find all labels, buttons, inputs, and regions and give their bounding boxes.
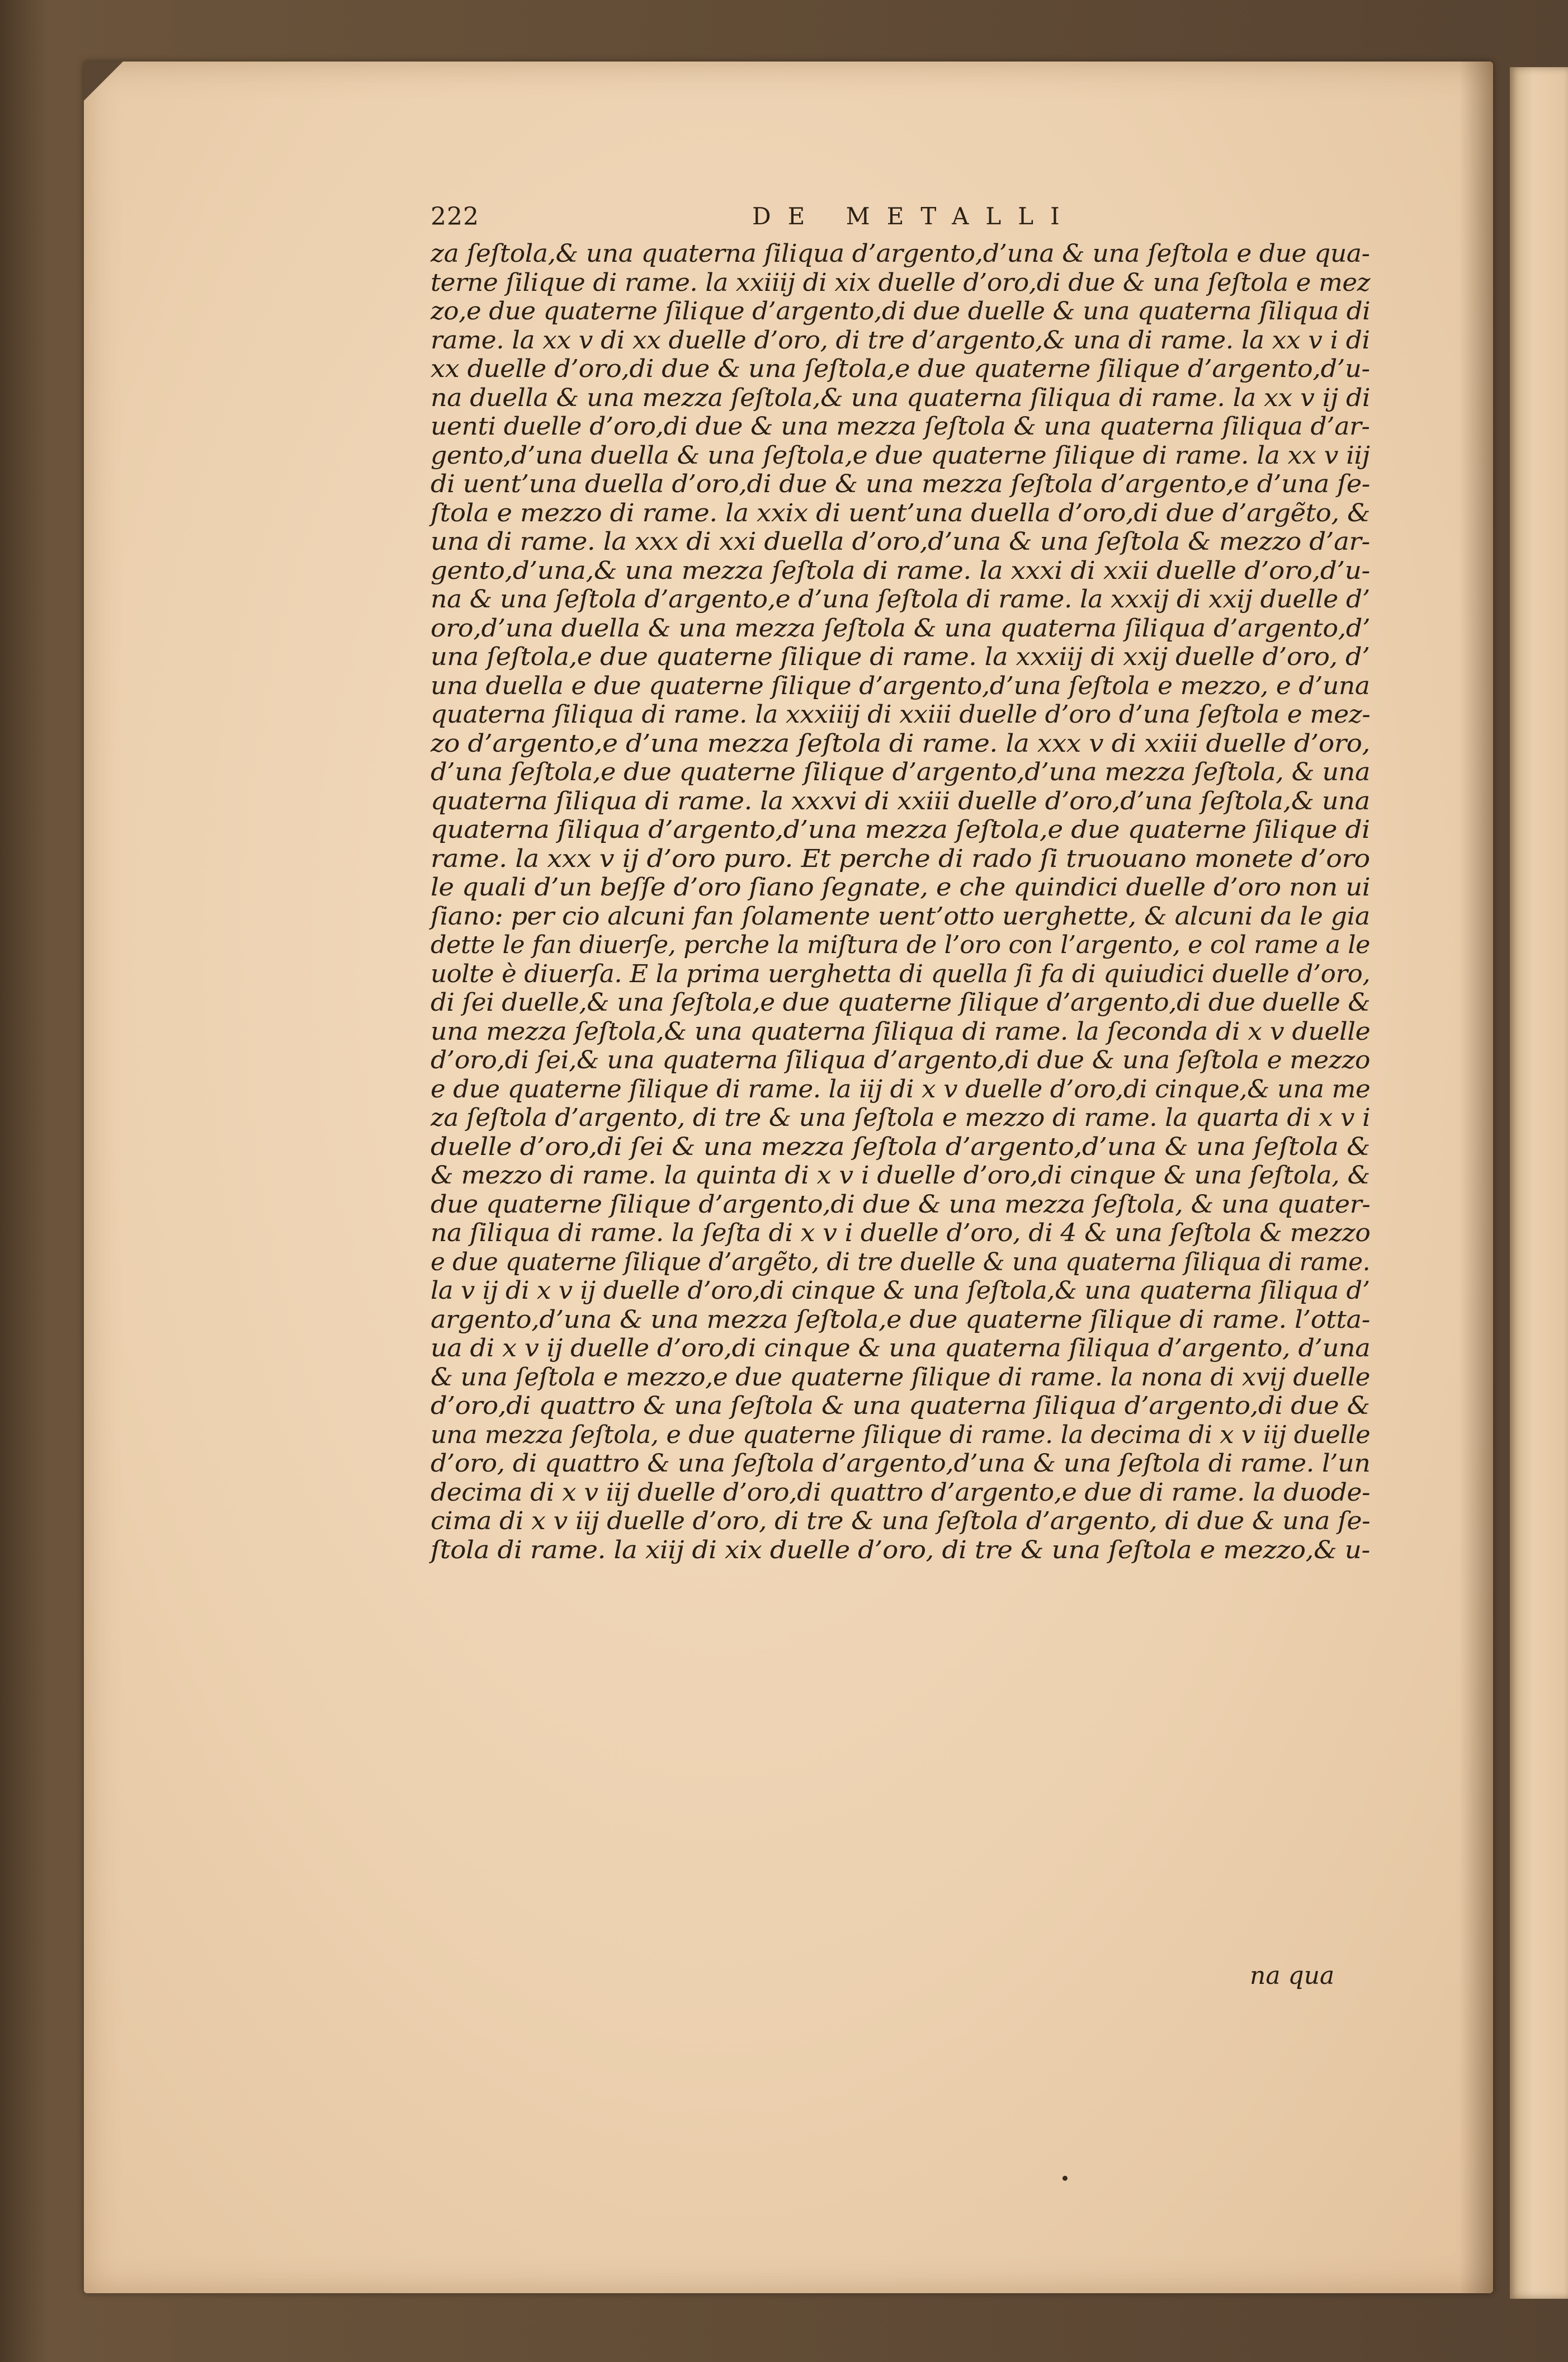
text-line: cima di x v iij duelle d’oro, di tre & una ſeſtola d’argento, di due & una ſe- (431, 1507, 1371, 1535)
text-line: zo,e due quaterne ſilique d’argento,di due duelle & una quaterna ſiliqua di (431, 297, 1371, 326)
text-line: decima di x v iij duelle d’oro,di quattro d’argento,e due di rame. la duode- (431, 1478, 1371, 1507)
text-line: una di rame. la xxx di xxi duella d’oro,d’una & una ſeſtola & mezzo d’ar- (431, 527, 1370, 556)
text-line: due quaterne ſilique d’argento,di due & una mezza ſeſtola, & una quater- (431, 1190, 1371, 1219)
text-line: d’oro,di ſei,& una quaterna ſiliqua d’argento,di due & una ſeſtola e mezzo (431, 1046, 1371, 1074)
text-line: na & una ſeſtola d’argento,e d’una ſeſtola di rame. la xxxij di xxij duelle d’ (431, 585, 1370, 614)
text-line: di uent’una duella d’oro,di due & una mezza ſeſtola d’argento,e d’una ſe- (431, 470, 1370, 498)
text-line: ua di x v ij duelle d’oro,di cinque & una quaterna ſiliqua d’argento, d’una (431, 1334, 1371, 1362)
text-line: la v ij di x v ij duelle d’oro,di cinque & una ſeſtola,& una quaterna ſiliqua d’ (431, 1276, 1370, 1305)
text-line: di ſei duelle,& una ſeſtola,e due quaterne ſilique d’argento,di due duelle & (431, 988, 1371, 1017)
text-line: ſtola e mezzo di rame. la xxix di uent’una duella d’oro,di due d’argẽto, & (431, 498, 1371, 527)
body-text (431, 239, 1370, 1564)
text-line: le quali d’un beſſe d’oro ſiano ſegnate, e che quindici duelle d’oro non ui (431, 873, 1371, 902)
page-number: 222 (431, 202, 479, 231)
text-line: uolte è diuerſa. E la prima uerghetta di quella ſi fa di quiudici duelle d’oro, (431, 959, 1371, 988)
text-line: ſiano: per cio alcuni fan ſolamente uent’otto uerghette, & alcuni da le gia (431, 902, 1370, 931)
page-corner-fold (84, 62, 123, 101)
text-line: za ſeſtola,& una quaterna ſiliqua d’argento,d’una & una ſeſtola e due qua- (431, 239, 1370, 268)
text-line: una duella e due quaterne ſilique d’argento,d’una ſeſtola e mezzo, e d’una (431, 671, 1370, 700)
text-line: & mezzo di rame. la quinta di x v i duelle d’oro,di cinque & una ſeſtola, & (431, 1161, 1370, 1190)
text-line: oro,d’una duella & una mezza ſeſtola & una quaterna ſiliqua d’argento,d’ (431, 614, 1371, 643)
text-line: e due quaterne ſilique d’argẽto, di tre duelle & una quaterna ſiliqua di rame. (431, 1247, 1371, 1276)
text-line: duelle d’oro,di ſei & una mezza ſeſtola d’argento,d’una & una ſeſtola & (431, 1132, 1370, 1161)
catchword: na qua (1250, 1962, 1335, 1990)
text-line: uenti duelle d’oro,di due & una mezza ſeſtola & una quaterna ſiliqua d’ar- (431, 412, 1370, 441)
text-line: d’oro,di quattro & una ſeſtola & una quaterna ſiliqua d’argento,di due & (431, 1392, 1370, 1420)
paper-speck (1062, 2176, 1068, 2181)
running-title: DE METALLI (752, 202, 1076, 230)
text-line: xx duelle d’oro,di due & una ſeſtola,e due quaterne ſilique d’argento,d’u- (431, 355, 1370, 383)
text-line: una mezza ſeſtola, e due quaterne ſilique di rame. la decima di x v iij duelle (431, 1420, 1371, 1449)
gutter-shadow (1460, 62, 1493, 2293)
facing-page-edge (1510, 67, 1568, 2299)
text-line: ſtola di rame. la xiij di xix duelle d’oro, di tre & una ſeſtola e mezzo,& u- (431, 1535, 1370, 1564)
text-line: gento,d’una duella & una ſeſtola,e due quaterne ſilique di rame. la xx v iij (431, 441, 1370, 470)
text-line: & una ſeſtola e mezzo,e due quaterne ſilique di rame. la nona di xvij duelle (431, 1362, 1371, 1392)
text-line: na duella & una mezza ſeſtola,& una quaterna ſiliqua di rame. la xx v ij di (431, 383, 1371, 412)
text-line: argento,d’una & una mezza ſeſtola,e due quaterne ſilique di rame. l’otta- (431, 1305, 1370, 1334)
text-line: na ſiliqua di rame. la ſeſta di x v i duelle d’oro, di 4 & una ſeſtola & mezzo (431, 1219, 1371, 1247)
text-line: dette le fan diuerſe, perche la miſtura de l’oro con l’argento, e col rame a le (431, 931, 1371, 959)
text-line: rame. la xx v di xx duelle d’oro, di tre d’argento,& una di rame. la xx v i di (431, 326, 1370, 355)
text-line: e due quaterne ſilique di rame. la iij di x v duelle d’oro,di cinque,& una me (431, 1074, 1371, 1104)
text-line: quaterna ſiliqua d’argento,d’una mezza ſeſtola,e due quaterne ſilique di (431, 815, 1370, 844)
text-line: quaterna ſiliqua di rame. la xxxiiij di xxiii duelle d’oro d’una ſeſtola e mez- (431, 700, 1371, 729)
text-line: zo d’argento,e d’una mezza ſeſtola di rame. la xxx v di xxiii duelle d’oro, (431, 729, 1370, 758)
text-line: d’una ſeſtola,e due quaterne ſilique d’argento,d’una mezza ſeſtola, & una (431, 758, 1370, 786)
text-line: quaterna ſiliqua di rame. la xxxvi di xxiii duelle d’oro,d’una ſeſtola,& una (431, 786, 1370, 815)
text-line: terne ſilique di rame. la xxiiij di xix duelle d’oro,di due & una ſeſtola e mez (431, 268, 1371, 297)
running-head (431, 202, 1102, 242)
text-line: una ſeſtola,e due quaterne ſilique di rame. la xxxiij di xxij duelle d’oro, d’ (431, 643, 1370, 671)
text-line: za ſeſtola d’argento, di tre & una ſeſtola e mezzo di rame. la quarta di x v i (431, 1104, 1371, 1132)
text-line: gento,d’una,& una mezza ſeſtola di rame. la xxxi di xxii duelle d’oro,d’u- (431, 556, 1370, 585)
text-line: rame. la xxx v ij d’oro puro. Et perche di rado ſi truouano monete d’oro (431, 844, 1370, 873)
text-line: d’oro, di quattro & una ſeſtola d’argento,d’una & una ſeſtola di rame. l’un (431, 1449, 1371, 1478)
text-line: una mezza ſeſtola,& una quaterna ſiliqua di rame. la ſeconda di x v duelle (431, 1017, 1371, 1046)
